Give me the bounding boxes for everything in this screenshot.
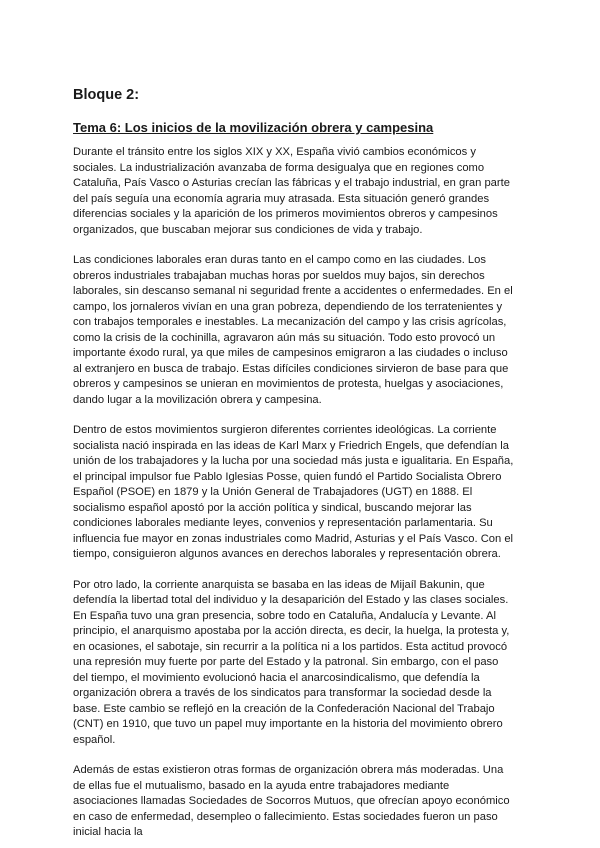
paragraph-3: Dentro de estos movimientos surgieron diferentes corrientes ideológicas. La corriente socialista nació inspirada en las ideas de Karl Marx y Friedrich Engels, que defendían la unión de los trabajadores y la lucha por una sociedad más justa e igualitaria. En España, el principal impulsor fue Pablo Iglesias Posse, quien fundó el Partido Socialista Obrero Español (PSOE) en 1879 y la Unión General de Trabajadores (UGT) en 1888. El socialismo español apostó por la acción política y sindical, buscando mejorar las condiciones laborales mediante leyes, convenios y representación parlamentaria. Su influencia fue mayor en zonas industriales como Madrid, Asturias y el País Vasco. Con el tiempo, consiguieron algunos avances en derechos laborales y representación obrera. — [73, 424, 514, 560]
paragraph-2: Las condiciones laborales eran duras tanto en el campo como en las ciudades. Los obreros industriales trabajaban muchas horas por sueldos muy bajos, sin derechos laborales, sin descanso semanal ni seguridad frente a accidentes o enfermedades. En el campo, los jornaleros vivían en una gran pobreza, dependiendo de los terratenientes y con trabajos temporales e inestables. La mecanización del campo y las crisis agrícolas, como la crisis de la cochinilla, agravaron aún más su situación. Todo esto provocó un importante éxodo rural, ya que miles de campesinos emigraron a las ciudades o incluso al extranjero en busca de trabajo. Estas difíciles condiciones sirvieron de base para que obreros y campesinos se unieran en movimientos de protesta, huelgas y asociaciones, dando lugar a la movilización obrera y campesina. — [73, 254, 513, 406]
paragraph-1: Durante el tránsito entre los siglos XIX y XX, España vivió cambios económicos y sociales. La industrialización avanzaba de forma desigualya que en regiones como Cataluña, País Vasco o Asturias crecían las fábricas y el trabajo industrial, en gran parte del país seguía una economía agraria muy atrasada. Esta situación generó grandes diferencias sociales y la aparición de los primeros movimientos obreros y campesinos organizados, que buscaban mejorar sus condiciones de vida y trabajo. — [73, 146, 510, 236]
block-title: Bloque 2: — [73, 87, 140, 103]
paragraph-4: Por otro lado, la corriente anarquista se basaba en las ideas de Mijaíl Bakunin, que defendía la libertad total del individuo y la desaparición del Estado y las clases sociales. En España tuvo una gran presencia, sobre todo en Cataluña, Andalucía y Levante. Al principio, el anarquismo apostaba por la acción directa, es decir, la huelga, la protesta y, en ocasiones, el sabotaje, sin recurrir a la política ni a los partidos. Esta actitud provocó una represión muy fuerte por parte del Estado y la patronal. Sin embargo, con el paso del tiempo, el movimiento evolucionó hacia el anarcosindicalismo, que defendía la organización obrera a través de los sindicatos para transformar la sociedad desde la base. Este cambio se reflejó en la creación de la Confederación Nacional del Trabajo (CNT) en 1910, que tuvo un papel muy importante en la historia del movimiento obrero español. — [73, 578, 510, 746]
paragraph-5: Además de estas existieron otras formas de organización obrera más moderadas. Una de ellas fue el mutualismo, basado en la ayuda entre trabajadores mediante asociaciones llamadas Sociedades de Socorros Mutuos, que ofrecían apoyo económico en caso de enfermedad, desempleo o fallecimiento. Estas sociedades fueron un paso inicial hacia la — [73, 764, 510, 838]
section-title: Tema 6: Los inicios de la movilización obrera y campesina — [73, 120, 434, 135]
